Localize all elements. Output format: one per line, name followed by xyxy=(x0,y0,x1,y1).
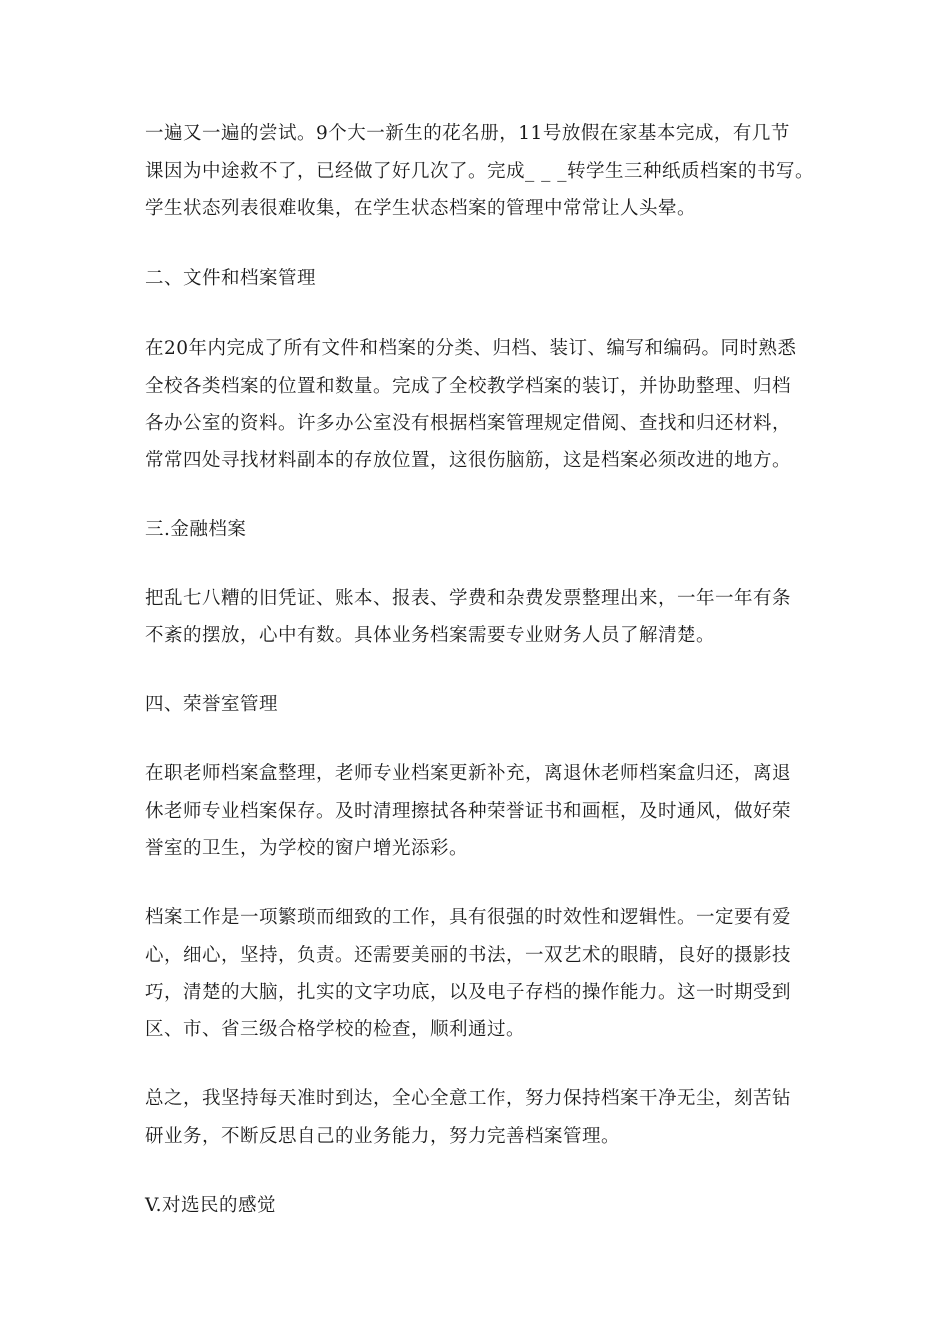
paragraph-line: 总之，我坚持每天准时到达，全心全意工作，努力保持档案干净无尘，刻苦钻 xyxy=(145,1088,792,1109)
paragraph-line: 在职老师档案盒整理，老师专业档案更新补充，离退休老师档案盒归还，离退 xyxy=(145,763,792,784)
paragraph-line: 把乱七八糟的旧凭证、账本、报表、学费和杂费发票整理出来，一年一年有条 xyxy=(145,588,792,609)
paragraph-line: 巧，清楚的大脑，扎实的文字功底，以及电子存档的操作能力。这一时期受到 xyxy=(145,982,792,1003)
paragraph-line: 各办公室的资料。许多办公室没有根据档案管理规定借阅、查找和归还材料， xyxy=(145,413,792,434)
paragraph-line: 在20年内完成了所有文件和档案的分类、归档、装订、编写和编码。同时熟悉 xyxy=(145,338,797,359)
paragraph-line: 不紊的摆放，心中有数。具体业务档案需要专业财务人员了解清楚。 xyxy=(145,625,716,646)
paragraph-line: 学生状态列表很难收集，在学生状态档案的管理中常常让人头晕。 xyxy=(145,198,697,219)
paragraph-line: 心，细心，坚持，负责。还需要美丽的书法，一双艺术的眼睛，良好的摄影技 xyxy=(145,945,792,966)
section-heading: 四、荣誉室管理 xyxy=(145,694,279,715)
paragraph-line: 休老师专业档案保存。及时清理擦拭各种荣誉证书和画框，及时通风，做好荣 xyxy=(145,801,792,822)
section-heading: 二、文件和档案管理 xyxy=(145,268,317,289)
paragraph-line: 档案工作是一项繁琐而细致的工作，具有很强的时效性和逻辑性。一定要有爱 xyxy=(145,907,792,928)
paragraph-line: 研业务，不断反思自己的业务能力，努力完善档案管理。 xyxy=(145,1126,621,1147)
paragraph-line: 全校各类档案的位置和数量。完成了全校教学档案的装订，并协助整理、归档 xyxy=(145,376,792,397)
paragraph-line: 誉室的卫生，为学校的窗户增光添彩。 xyxy=(145,838,469,859)
paragraph-line: 课因为中途救不了，已经做了好几次了。完成_ _ _转学生三种纸质档案的书写。 xyxy=(145,161,815,182)
section-heading: 三.金融档案 xyxy=(145,519,247,540)
paragraph-line: 区、市、省三级合格学校的检查，顺利通过。 xyxy=(145,1019,526,1040)
paragraph-line: 一遍又一遍的尝试。9个大一新生的花名册，11号放假在家基本完成，有几节 xyxy=(145,123,790,144)
paragraph-line: 常常四处寻找材料副本的存放位置，这很伤脑筋，这是档案必须改进的地方。 xyxy=(145,450,792,471)
section-heading: V.对选民的感觉 xyxy=(145,1195,277,1216)
